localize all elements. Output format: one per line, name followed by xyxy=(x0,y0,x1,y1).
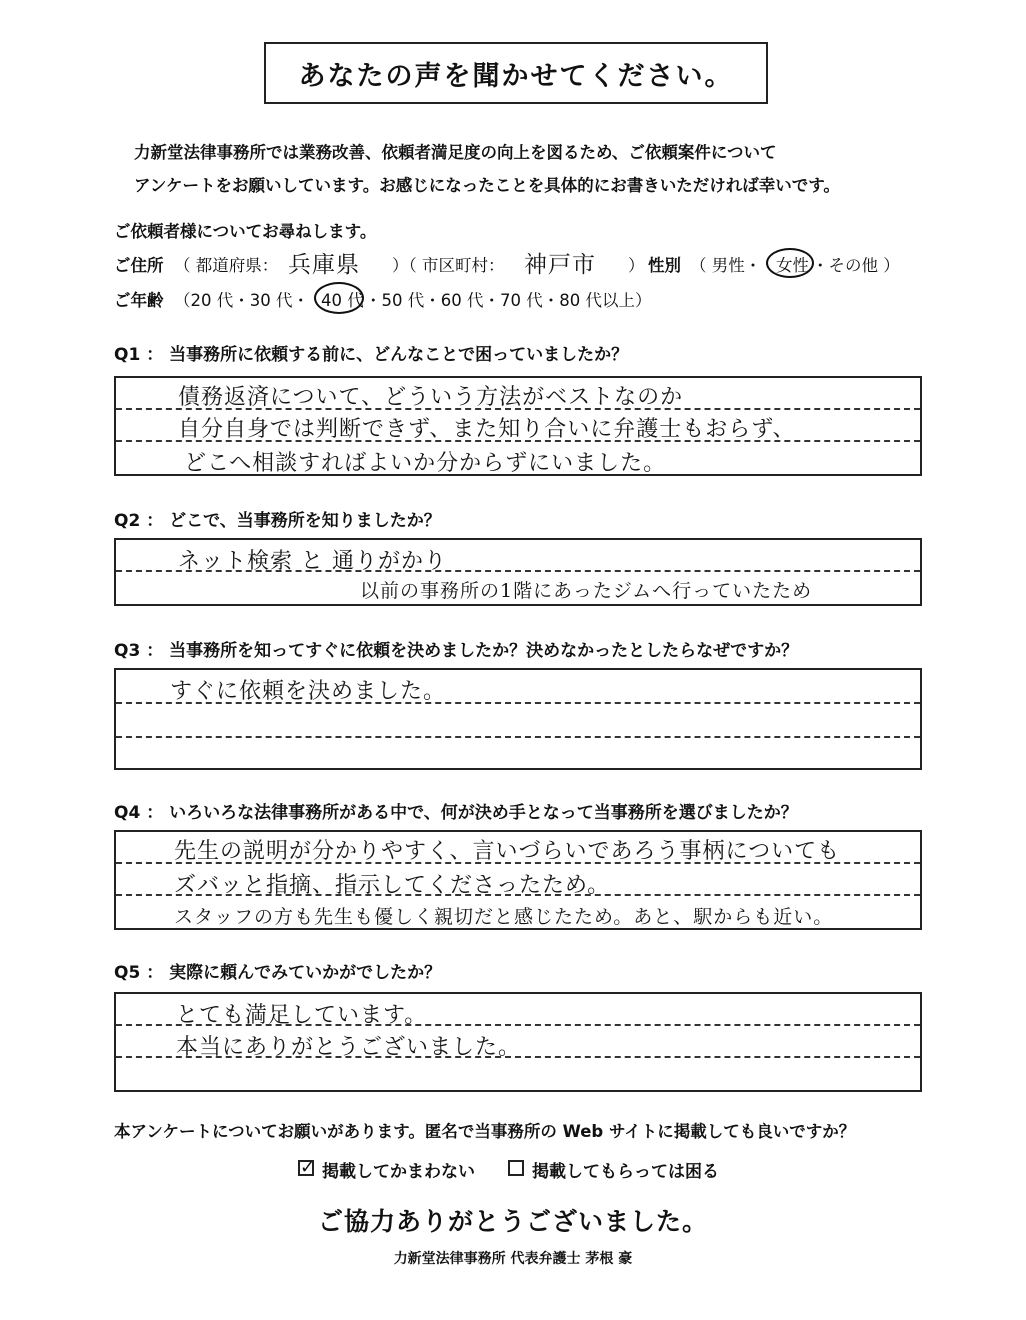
q5-answer-line-2: 本当にありがとうございました。 xyxy=(176,1035,522,1060)
gender-selection-circle xyxy=(766,248,814,278)
age-options-post: ・50 代・60 代・70 代・80 代以上） xyxy=(365,291,652,310)
consent-no-checkbox[interactable] xyxy=(508,1160,524,1176)
consent-yes-label: 掲載してかまわない xyxy=(322,1162,475,1182)
city-label: ）（ 市区町村： xyxy=(392,256,505,275)
age-label: ご年齢 xyxy=(114,291,164,310)
q5-label: Q5 ： 実際に頼んでみていかがでしたか？ xyxy=(114,963,442,983)
city-value: 神戸市 xyxy=(524,252,596,278)
q5-answer-line-1: とても満足しています。 xyxy=(176,1003,428,1028)
thanks-message: ご協力ありがとうございました。 xyxy=(317,1207,708,1236)
q3-answer-line-1: すぐに依頼を決めました。 xyxy=(170,679,447,704)
gender-other: ・その他 ） xyxy=(812,256,900,275)
consent-no-label: 掲載してもらっては困る xyxy=(532,1162,719,1182)
close-paren: ） xyxy=(628,256,645,275)
page-title: あなたの声を聞かせてください。 xyxy=(298,60,734,92)
q1-answer-line-1: 債務返済について、どういう方法がベストなのか xyxy=(178,385,684,410)
client-heading: ご依頼者様についてお尋ねします。 xyxy=(114,222,377,241)
q4-answer-line-1: 先生の説明が分かりやすく、言いづらいであろう事柄についても xyxy=(174,839,841,864)
age-selection-circle xyxy=(314,282,364,314)
gender-male: （ 男性・ xyxy=(690,256,762,275)
prefecture-value: 兵庫県 xyxy=(288,252,360,278)
age-options-pre: （20 代・30 代・ xyxy=(174,291,309,310)
q1-answer-line-3: どこへ相談すればよいか分からずにいました。 xyxy=(184,451,667,476)
footer-signature: 力新堂法律事務所 代表弁護士 茅根 豪 xyxy=(393,1251,633,1267)
intro-line-2: アンケートをお願いしています。お感じになったことを具体的にお書きいただければ幸いです。 xyxy=(134,176,840,195)
title-box xyxy=(264,42,768,104)
age-selected: 40 代 xyxy=(321,291,364,310)
consent-yes-checkbox[interactable] xyxy=(298,1157,316,1178)
q4-answer-line-3: スタッフの方も先生も優しく親切だと感じたため。あと、駅からも近い。 xyxy=(174,906,834,928)
consent-question: 本アンケートについてお願いがあります。匿名で当事務所の Web サイトに掲載しても良いですか？ xyxy=(114,1122,856,1141)
q1-answer-line-2: 自分自身では判断できず、また知り合いに弁護士もおらず、 xyxy=(178,417,796,442)
q1-label: Q1 ： 当事務所に依頼する前に、どんなことで困っていましたか？ xyxy=(114,345,629,365)
check-mark-icon: ✓ xyxy=(300,1157,316,1178)
q2-answer-line-1: ネット検索 と 通りがかり xyxy=(178,549,447,574)
q4-answer-line-2: ズバッと指摘、指示してくださったため。 xyxy=(174,873,611,898)
gender-label: 性別 xyxy=(648,256,681,275)
gender-female: 女性 xyxy=(776,256,809,275)
prefecture-label: （ 都道府県： xyxy=(174,256,279,275)
intro-line-1: 力新堂法律事務所では業務改善、依頼者満足度の向上を図るため、ご依頼案件について xyxy=(134,143,777,162)
q3-label: Q3 ： 当事務所を知ってすぐに依頼を決めましたか？決めなかったとしたらなぜですか？ xyxy=(114,641,799,661)
q4-label: Q4 ： いろいろな法律事務所がある中で、何が決め手となって当事務所を選びましたか？ xyxy=(114,803,798,823)
q2-label: Q2 ： どこで、当事務所を知りましたか？ xyxy=(114,511,441,531)
address-label: ご住所 xyxy=(114,256,164,275)
q2-answer-line-2: 以前の事務所の1階にあったジムへ行っていたため xyxy=(360,580,813,602)
